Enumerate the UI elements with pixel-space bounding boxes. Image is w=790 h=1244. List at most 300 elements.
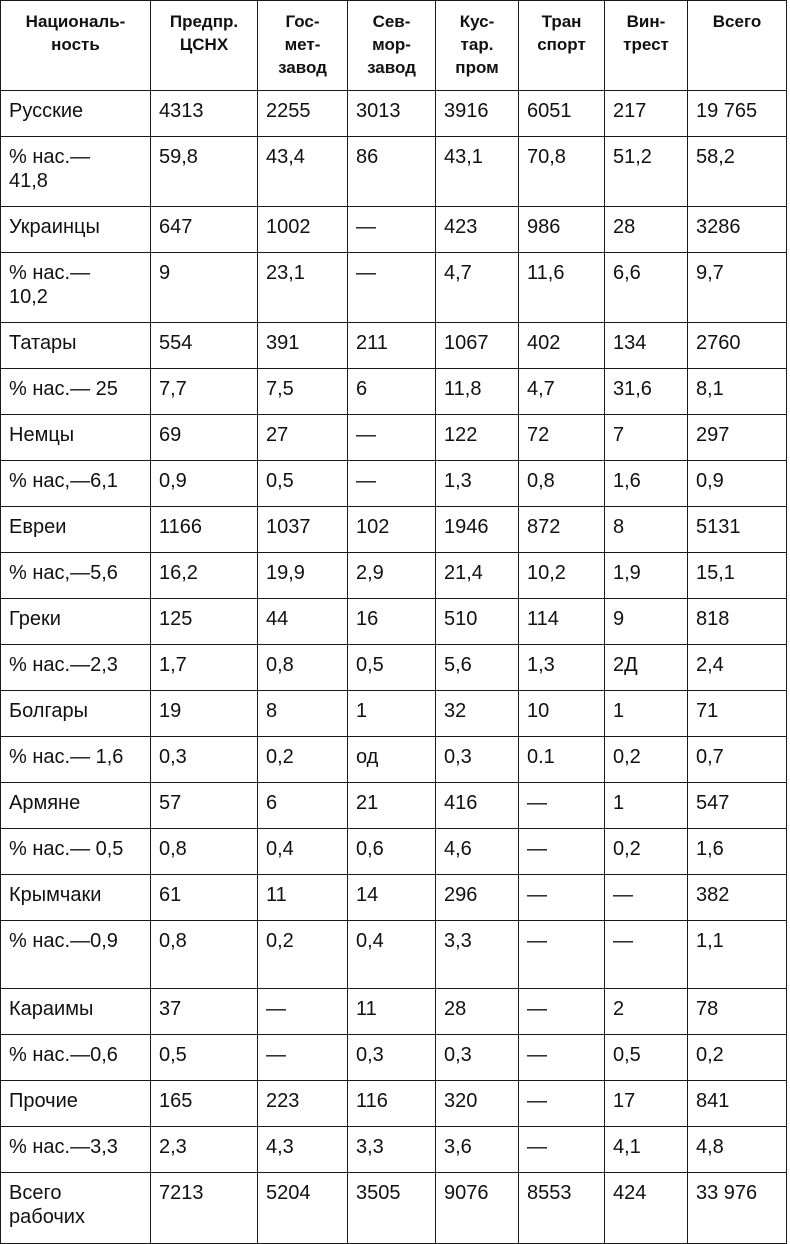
cell-value: 1,6 bbox=[613, 470, 641, 492]
cell-value: 43,4 bbox=[266, 146, 305, 168]
table-row bbox=[1, 253, 787, 323]
table-cell bbox=[151, 829, 258, 875]
cell-value: 2,4 bbox=[696, 654, 724, 676]
row-label-cell bbox=[1, 415, 151, 461]
row-label: % нас,—5,6 bbox=[9, 562, 118, 584]
cell-value: 0,8 bbox=[266, 654, 294, 676]
cell-value: 33 976 bbox=[696, 1182, 758, 1204]
table-cell bbox=[436, 1081, 519, 1127]
cell-value: 7,5 bbox=[266, 378, 294, 400]
table-cell bbox=[151, 691, 258, 737]
cell-value: 51,2 bbox=[613, 146, 652, 168]
column-header bbox=[605, 1, 688, 91]
table-cell bbox=[605, 1173, 688, 1244]
table-cell bbox=[519, 645, 605, 691]
cell-value: 0,4 bbox=[356, 930, 384, 952]
cell-value: 547 bbox=[696, 792, 730, 814]
table-cell bbox=[436, 207, 519, 253]
table-cell bbox=[348, 599, 436, 645]
table-row bbox=[1, 783, 787, 829]
cell-value: 424 bbox=[613, 1182, 647, 1204]
cell-value: — bbox=[613, 884, 633, 906]
table-cell bbox=[605, 645, 688, 691]
cell-value: 71 bbox=[696, 700, 719, 722]
table-cell bbox=[519, 1081, 605, 1127]
table-row bbox=[1, 207, 787, 253]
row-label-cell bbox=[1, 921, 151, 989]
cell-value: 116 bbox=[356, 1090, 388, 1112]
table-cell bbox=[348, 137, 436, 207]
cell-value: 28 bbox=[444, 998, 467, 1020]
column-header-label: Тран спорт bbox=[537, 12, 586, 54]
table-cell bbox=[519, 829, 605, 875]
table-row bbox=[1, 599, 787, 645]
table-cell bbox=[688, 1127, 787, 1173]
cell-value: 554 bbox=[159, 332, 193, 354]
column-header-label: Гос- мет- завод bbox=[278, 12, 327, 77]
table-cell bbox=[605, 989, 688, 1035]
row-label: Украинцы bbox=[9, 216, 100, 238]
row-label-cell bbox=[1, 553, 151, 599]
table-row bbox=[1, 507, 787, 553]
table-cell bbox=[519, 599, 605, 645]
cell-value: 10 bbox=[527, 700, 550, 722]
row-label: Караимы bbox=[9, 998, 94, 1020]
cell-value: 8553 bbox=[527, 1182, 572, 1204]
cell-value: 114 bbox=[527, 608, 559, 630]
table-cell bbox=[348, 369, 436, 415]
cell-value: 223 bbox=[266, 1090, 300, 1112]
table-cell bbox=[151, 461, 258, 507]
cell-value: 0,2 bbox=[696, 1044, 724, 1066]
cell-value: 0,5 bbox=[159, 1044, 187, 1066]
row-label: Немцы bbox=[9, 424, 75, 446]
cell-value: — bbox=[266, 1044, 286, 1066]
cell-value: 122 bbox=[444, 424, 478, 446]
table-cell bbox=[436, 829, 519, 875]
table-cell bbox=[151, 1173, 258, 1244]
cell-value: 2255 bbox=[266, 100, 311, 122]
cell-value: 8 bbox=[266, 700, 278, 722]
table-cell bbox=[436, 645, 519, 691]
table-cell bbox=[151, 91, 258, 137]
table-cell bbox=[436, 553, 519, 599]
cell-value: 0,2 bbox=[613, 746, 641, 768]
row-label-cell bbox=[1, 1035, 151, 1081]
cell-value: 2,9 bbox=[356, 562, 384, 584]
cell-value: 16,2 bbox=[159, 562, 198, 584]
cell-value: 4313 bbox=[159, 100, 204, 122]
table-cell bbox=[688, 137, 787, 207]
cell-value: 0,3 bbox=[444, 1044, 472, 1066]
cell-value: 3286 bbox=[696, 216, 741, 238]
cell-value: 125 bbox=[159, 608, 193, 630]
row-label: % нас,—6,1 bbox=[9, 470, 118, 492]
table-cell bbox=[519, 369, 605, 415]
cell-value: 1,1 bbox=[696, 930, 724, 952]
cell-value: 5204 bbox=[266, 1182, 311, 1204]
cell-value: 6051 bbox=[527, 100, 572, 122]
table-cell bbox=[688, 369, 787, 415]
row-label: % нас.— 0,5 bbox=[9, 838, 124, 860]
cell-value: 4,1 bbox=[613, 1136, 641, 1158]
table-cell bbox=[605, 829, 688, 875]
cell-value: 9 bbox=[159, 262, 171, 284]
table-cell bbox=[258, 253, 348, 323]
table-row bbox=[1, 829, 787, 875]
column-header-label: Кус- тар. пром bbox=[455, 12, 499, 77]
table-cell bbox=[348, 875, 436, 921]
table-cell bbox=[348, 737, 436, 783]
table-cell bbox=[151, 323, 258, 369]
table-cell bbox=[151, 1081, 258, 1127]
table-cell bbox=[258, 921, 348, 989]
table-row bbox=[1, 645, 787, 691]
table-row bbox=[1, 91, 787, 137]
table-cell bbox=[605, 253, 688, 323]
cell-value: 7 bbox=[613, 424, 625, 446]
table-cell bbox=[348, 323, 436, 369]
cell-value: 86 bbox=[356, 146, 379, 168]
column-header bbox=[688, 1, 787, 91]
cell-value: 11 bbox=[266, 884, 287, 906]
column-header bbox=[258, 1, 348, 91]
cell-value: 0,2 bbox=[613, 838, 641, 860]
cell-value: 58,2 bbox=[696, 146, 735, 168]
table-cell bbox=[258, 369, 348, 415]
table-cell bbox=[151, 783, 258, 829]
table-cell bbox=[348, 1081, 436, 1127]
cell-value: — bbox=[356, 216, 376, 238]
table-cell bbox=[688, 875, 787, 921]
cell-value: 72 bbox=[527, 424, 550, 446]
cell-value: 3,3 bbox=[356, 1136, 384, 1158]
table-cell bbox=[605, 737, 688, 783]
table-cell bbox=[519, 207, 605, 253]
table-row bbox=[1, 461, 787, 507]
table-cell bbox=[436, 989, 519, 1035]
table-row bbox=[1, 1081, 787, 1127]
row-label-cell bbox=[1, 829, 151, 875]
table-cell bbox=[436, 461, 519, 507]
row-label-cell bbox=[1, 253, 151, 323]
cell-value: 320 bbox=[444, 1090, 478, 1112]
cell-value: 6 bbox=[356, 378, 368, 400]
column-header-label: Предпр. ЦСНХ bbox=[169, 12, 239, 54]
table-cell bbox=[688, 553, 787, 599]
cell-value: 19 bbox=[159, 700, 182, 722]
table-cell bbox=[688, 691, 787, 737]
cell-value: 1,6 bbox=[696, 838, 724, 860]
row-label: % нас.— 10,2 bbox=[9, 262, 91, 308]
column-header bbox=[519, 1, 605, 91]
table-cell bbox=[348, 507, 436, 553]
table-cell bbox=[605, 137, 688, 207]
cell-value: 1002 bbox=[266, 216, 311, 238]
cell-value: 1 bbox=[356, 700, 368, 722]
cell-value: 6,6 bbox=[613, 262, 641, 284]
cell-value: 0,7 bbox=[696, 746, 724, 768]
cell-value: 165 bbox=[159, 1090, 193, 1112]
table-row bbox=[1, 1173, 787, 1244]
table-row bbox=[1, 921, 787, 989]
cell-value: 3,6 bbox=[444, 1136, 472, 1158]
table-cell bbox=[519, 461, 605, 507]
table-cell bbox=[151, 207, 258, 253]
table-cell bbox=[151, 645, 258, 691]
cell-value: 16 bbox=[356, 608, 379, 630]
cell-value: 21 bbox=[356, 792, 379, 814]
cell-value: 9,7 bbox=[696, 262, 724, 284]
row-label: Греки bbox=[9, 608, 61, 630]
cell-value: 1 bbox=[613, 700, 625, 722]
table-cell bbox=[605, 1081, 688, 1127]
table-cell bbox=[436, 323, 519, 369]
table-cell bbox=[688, 645, 787, 691]
cell-value: 4,6 bbox=[444, 838, 472, 860]
cell-value: — bbox=[527, 1136, 547, 1158]
table-cell bbox=[258, 1127, 348, 1173]
table-cell bbox=[688, 507, 787, 553]
cell-value: 11,8 bbox=[444, 378, 482, 400]
cell-value: 1,3 bbox=[527, 654, 555, 676]
table-cell bbox=[436, 691, 519, 737]
row-label-cell bbox=[1, 369, 151, 415]
cell-value: 102 bbox=[356, 516, 390, 538]
table-cell bbox=[519, 875, 605, 921]
cell-value: 17 bbox=[613, 1090, 636, 1112]
column-header-label: Националь- ность bbox=[25, 12, 126, 54]
cell-value: 2Д bbox=[613, 654, 638, 676]
cell-value: 9076 bbox=[444, 1182, 489, 1204]
row-label-cell bbox=[1, 323, 151, 369]
cell-value: 8 bbox=[613, 516, 625, 538]
table-cell bbox=[519, 91, 605, 137]
table-cell bbox=[436, 921, 519, 989]
table-cell bbox=[258, 207, 348, 253]
table-cell bbox=[605, 461, 688, 507]
row-label: Армяне bbox=[9, 792, 81, 814]
table-cell bbox=[348, 461, 436, 507]
table-cell bbox=[258, 91, 348, 137]
cell-value: 416 bbox=[444, 792, 478, 814]
table-cell bbox=[605, 921, 688, 989]
column-header bbox=[348, 1, 436, 91]
table-cell bbox=[151, 1035, 258, 1081]
table-cell bbox=[519, 1127, 605, 1173]
table-cell bbox=[605, 507, 688, 553]
table-cell bbox=[688, 323, 787, 369]
table-cell bbox=[605, 691, 688, 737]
cell-value: 3013 bbox=[356, 100, 401, 122]
cell-value: 70,8 bbox=[527, 146, 566, 168]
row-label-cell bbox=[1, 137, 151, 207]
row-label-cell bbox=[1, 1127, 151, 1173]
row-label: % нас.— 25 bbox=[9, 378, 118, 400]
cell-value: 647 bbox=[159, 216, 193, 238]
table-cell bbox=[348, 691, 436, 737]
table-cell bbox=[436, 737, 519, 783]
table-cell bbox=[688, 207, 787, 253]
table-cell bbox=[436, 599, 519, 645]
table-cell bbox=[436, 369, 519, 415]
cell-value: 0,8 bbox=[159, 838, 187, 860]
table-cell bbox=[151, 415, 258, 461]
cell-value: 2,3 bbox=[159, 1136, 187, 1158]
row-label: % нас.—2,3 bbox=[9, 654, 118, 676]
cell-value: 1166 bbox=[159, 516, 203, 538]
table-cell bbox=[519, 691, 605, 737]
cell-value: 0,5 bbox=[613, 1044, 641, 1066]
table-cell bbox=[519, 323, 605, 369]
table-cell bbox=[258, 1035, 348, 1081]
table-cell bbox=[436, 875, 519, 921]
row-label-cell bbox=[1, 783, 151, 829]
table-cell bbox=[605, 1127, 688, 1173]
table-cell bbox=[258, 507, 348, 553]
table-cell bbox=[151, 599, 258, 645]
table-cell bbox=[688, 415, 787, 461]
cell-value: 7,7 bbox=[159, 378, 187, 400]
table-row bbox=[1, 137, 787, 207]
table-cell bbox=[151, 369, 258, 415]
table-cell bbox=[258, 1173, 348, 1244]
table-cell bbox=[436, 91, 519, 137]
column-header bbox=[1, 1, 151, 91]
row-label-cell bbox=[1, 737, 151, 783]
table-cell bbox=[605, 415, 688, 461]
row-label: Болгары bbox=[9, 700, 88, 722]
table-cell bbox=[258, 829, 348, 875]
cell-value: 5131 bbox=[696, 516, 741, 538]
table-cell bbox=[688, 829, 787, 875]
cell-value: 0,2 bbox=[266, 930, 294, 952]
cell-value: 43,1 bbox=[444, 146, 483, 168]
row-label-cell bbox=[1, 1081, 151, 1127]
table-cell bbox=[258, 1081, 348, 1127]
cell-value: 2 bbox=[613, 998, 625, 1020]
table-cell bbox=[688, 783, 787, 829]
table-cell bbox=[258, 553, 348, 599]
table-cell bbox=[258, 737, 348, 783]
cell-value: 15,1 bbox=[696, 562, 735, 584]
table-cell bbox=[688, 921, 787, 989]
table-cell bbox=[258, 415, 348, 461]
table-cell bbox=[688, 91, 787, 137]
table-cell bbox=[348, 553, 436, 599]
cell-value: 9 bbox=[613, 608, 625, 630]
cell-value: 0,3 bbox=[159, 746, 187, 768]
cell-value: 1,9 bbox=[613, 562, 641, 584]
cell-value: 0,4 bbox=[266, 838, 294, 860]
table-cell bbox=[519, 553, 605, 599]
cell-value: 0,5 bbox=[266, 470, 294, 492]
cell-value: 391 bbox=[266, 332, 300, 354]
cell-value: 510 bbox=[444, 608, 478, 630]
cell-value: 1067 bbox=[444, 332, 489, 354]
cell-value: 19 765 bbox=[696, 100, 758, 122]
table-cell bbox=[151, 553, 258, 599]
cell-value: 297 bbox=[696, 424, 730, 446]
cell-value: 0,5 bbox=[356, 654, 384, 676]
table-cell bbox=[258, 323, 348, 369]
cell-value: 23,1 bbox=[266, 262, 305, 284]
table-row bbox=[1, 369, 787, 415]
row-label: % нас.—3,3 bbox=[9, 1136, 118, 1158]
row-label-cell bbox=[1, 461, 151, 507]
cell-value: 0,6 bbox=[356, 838, 384, 860]
table-cell bbox=[258, 599, 348, 645]
table-row bbox=[1, 875, 787, 921]
table-cell bbox=[258, 875, 348, 921]
row-label-cell bbox=[1, 207, 151, 253]
table-cell bbox=[519, 253, 605, 323]
column-header-label: Вин- трест bbox=[623, 12, 669, 54]
cell-value: 57 bbox=[159, 792, 182, 814]
cell-value: 3,3 bbox=[444, 930, 472, 952]
cell-value: 31,6 bbox=[613, 378, 652, 400]
cell-value: 27 bbox=[266, 424, 289, 446]
cell-value: 818 bbox=[696, 608, 730, 630]
table-body bbox=[1, 91, 787, 1244]
table-cell bbox=[519, 415, 605, 461]
row-label-cell bbox=[1, 1173, 151, 1244]
table-cell bbox=[519, 1173, 605, 1244]
row-label-cell bbox=[1, 507, 151, 553]
row-label: Евреи bbox=[9, 516, 67, 538]
table-cell bbox=[688, 1081, 787, 1127]
cell-value: — bbox=[527, 792, 547, 814]
cell-value: 0,8 bbox=[527, 470, 555, 492]
cell-value: 11 bbox=[356, 998, 377, 1020]
table-cell bbox=[605, 875, 688, 921]
table-cell bbox=[605, 91, 688, 137]
row-label-cell bbox=[1, 989, 151, 1035]
cell-value: 0,3 bbox=[444, 746, 472, 768]
cell-value: 11,6 bbox=[527, 262, 565, 284]
row-label-cell bbox=[1, 875, 151, 921]
cell-value: — bbox=[356, 262, 376, 284]
cell-value: — bbox=[527, 1044, 547, 1066]
table-row bbox=[1, 323, 787, 369]
table-cell bbox=[605, 369, 688, 415]
table-row bbox=[1, 415, 787, 461]
table-row bbox=[1, 553, 787, 599]
cell-value: 134 bbox=[613, 332, 647, 354]
cell-value: 59,8 bbox=[159, 146, 198, 168]
column-header bbox=[151, 1, 258, 91]
row-label-cell bbox=[1, 645, 151, 691]
table-cell bbox=[348, 207, 436, 253]
cell-value: 3916 bbox=[444, 100, 489, 122]
row-label: Прочие bbox=[9, 1090, 78, 1112]
row-label: % нас.—0,9 bbox=[9, 930, 118, 952]
table-cell bbox=[348, 645, 436, 691]
cell-value: 32 bbox=[444, 700, 467, 722]
cell-value: — bbox=[527, 1090, 547, 1112]
table-cell bbox=[258, 645, 348, 691]
cell-value: 28 bbox=[613, 216, 636, 238]
cell-value: 1 bbox=[613, 792, 625, 814]
cell-value: — bbox=[266, 998, 286, 1020]
table-cell bbox=[436, 1127, 519, 1173]
table-cell bbox=[258, 783, 348, 829]
cell-value: 4,8 bbox=[696, 1136, 724, 1158]
table-cell bbox=[151, 921, 258, 989]
cell-value: 402 bbox=[527, 332, 561, 354]
table-cell bbox=[436, 137, 519, 207]
table-cell bbox=[519, 737, 605, 783]
